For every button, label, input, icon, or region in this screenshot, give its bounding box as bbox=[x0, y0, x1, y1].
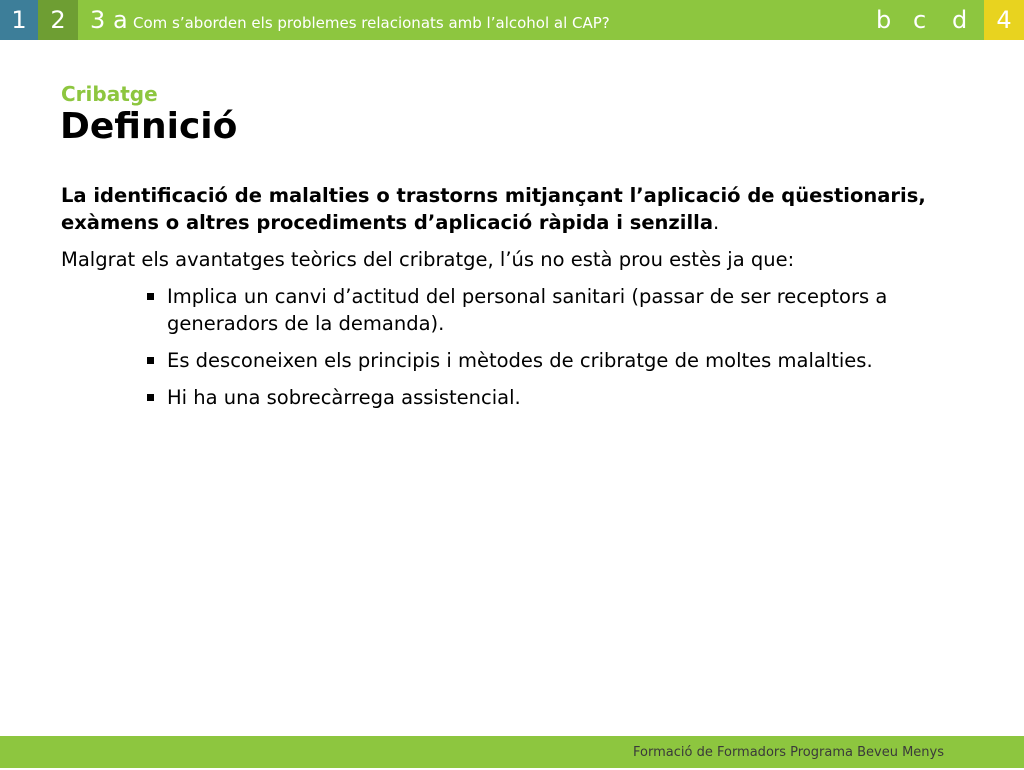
slide-subtitle: Cribatge bbox=[61, 82, 158, 106]
section-title: Com s’aborden els problemes relacionats amb l’alcohol al CAP? bbox=[133, 14, 610, 32]
bullet-item bbox=[147, 384, 947, 411]
nav-item-b[interactable]: b bbox=[876, 6, 892, 34]
nav-item-4[interactable]: 4 bbox=[984, 0, 1024, 40]
definition-period: . bbox=[712, 211, 720, 234]
nav-item-c[interactable]: c bbox=[913, 6, 927, 34]
definition-text: La identificació de malalties o trastorns mitjançant l’aplicació de qüestionaris, exàmens o altres procediments d’aplicació ràpida i senzilla bbox=[61, 184, 926, 234]
top-navigation-bar bbox=[0, 0, 1024, 40]
bullet-item bbox=[147, 283, 947, 337]
slide-title: Definició bbox=[60, 106, 238, 147]
bullet-text: Hi ha una sobrecàrrega assistencial. bbox=[167, 386, 521, 409]
footer-text: Formació de Formadors Programa Beveu Menys bbox=[633, 745, 944, 760]
bullet-item bbox=[147, 347, 947, 374]
nav-item-2[interactable]: 2 bbox=[38, 0, 78, 40]
footer-bar bbox=[0, 736, 1024, 768]
bullet-text: Es desconeixen els principis i mètodes de cribratge de moltes malalties. bbox=[167, 349, 873, 372]
nav-item-1[interactable]: 1 bbox=[0, 0, 38, 40]
square-bullet-icon bbox=[147, 357, 154, 364]
bullet-list bbox=[147, 283, 947, 421]
square-bullet-icon bbox=[147, 293, 154, 300]
bullet-text: Implica un canvi d’actitud del personal sanitari (passar de ser receptors a generadors de la demanda). bbox=[167, 285, 888, 335]
definition-paragraph bbox=[61, 182, 961, 236]
nav-item-d[interactable]: d bbox=[952, 6, 968, 34]
nav-item-3a[interactable]: a bbox=[113, 6, 128, 34]
nav-item-3[interactable]: 3 bbox=[90, 6, 106, 34]
intro-paragraph: Malgrat els avantatges teòrics del cribratge, l’ús no està prou estès ja que: bbox=[61, 248, 795, 271]
square-bullet-icon bbox=[147, 394, 154, 401]
